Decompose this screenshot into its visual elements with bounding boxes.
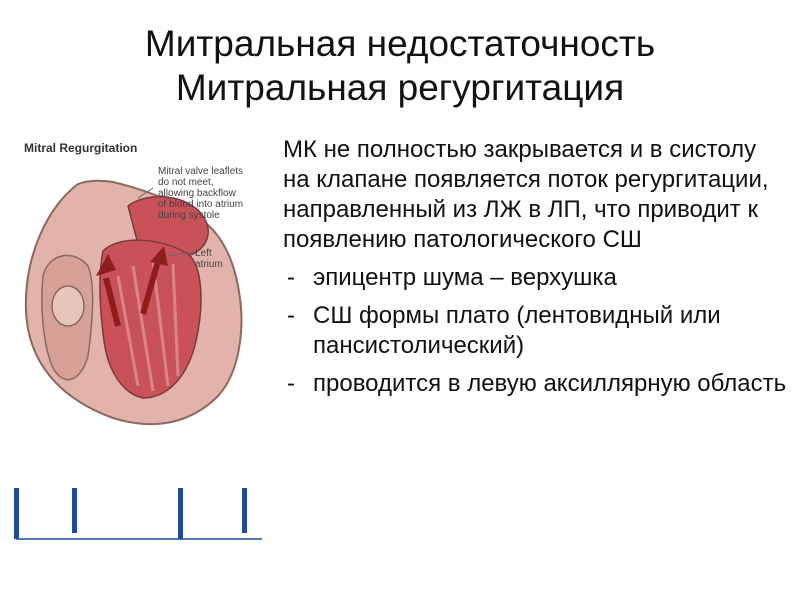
tone-bar-3 [178, 488, 183, 539]
bullet-text: СШ формы плато (лентовидный или пансистолический) [313, 302, 721, 359]
tone-bar-2 [72, 488, 77, 533]
bullet-dash: - [287, 264, 295, 291]
tone-bar-4 [242, 488, 247, 533]
phonocardiogram-svg [10, 482, 266, 544]
phonocardiogram-diagram [10, 482, 266, 544]
title-line-1: Митральная недостаточность [144, 23, 656, 64]
main-paragraph: МК не полностью закрывается и в систолу на клапане появляется поток регургитации, направленный из ЛЖ в ЛП, что приводит к появлению патологического СШ [283, 136, 769, 253]
leaflets-annotation: Mitral valve leaflets do not meet, allowing backflow of blood into atrium during systole [158, 166, 244, 221]
slide-body [283, 135, 788, 407]
bullet-text: проводится в левую аксиллярную область [313, 370, 787, 397]
slide-title [0, 22, 800, 110]
bullet-item [283, 369, 788, 399]
bullet-item [283, 263, 788, 293]
figure-caption: Mitral Regurgitation [24, 141, 138, 155]
heart-illustration [18, 136, 266, 436]
atrium-annotation: Left atrium [195, 248, 223, 270]
bullet-list [283, 263, 788, 399]
valve-ring [52, 286, 84, 326]
bullet-dash: - [287, 370, 295, 397]
title-line-2: Митральная регургитация [175, 67, 625, 108]
tone-bar-1 [14, 488, 19, 539]
bullet-text: эпицентр шума – верхушка [313, 264, 617, 291]
bullet-item [283, 301, 788, 361]
bullet-dash: - [287, 302, 295, 329]
